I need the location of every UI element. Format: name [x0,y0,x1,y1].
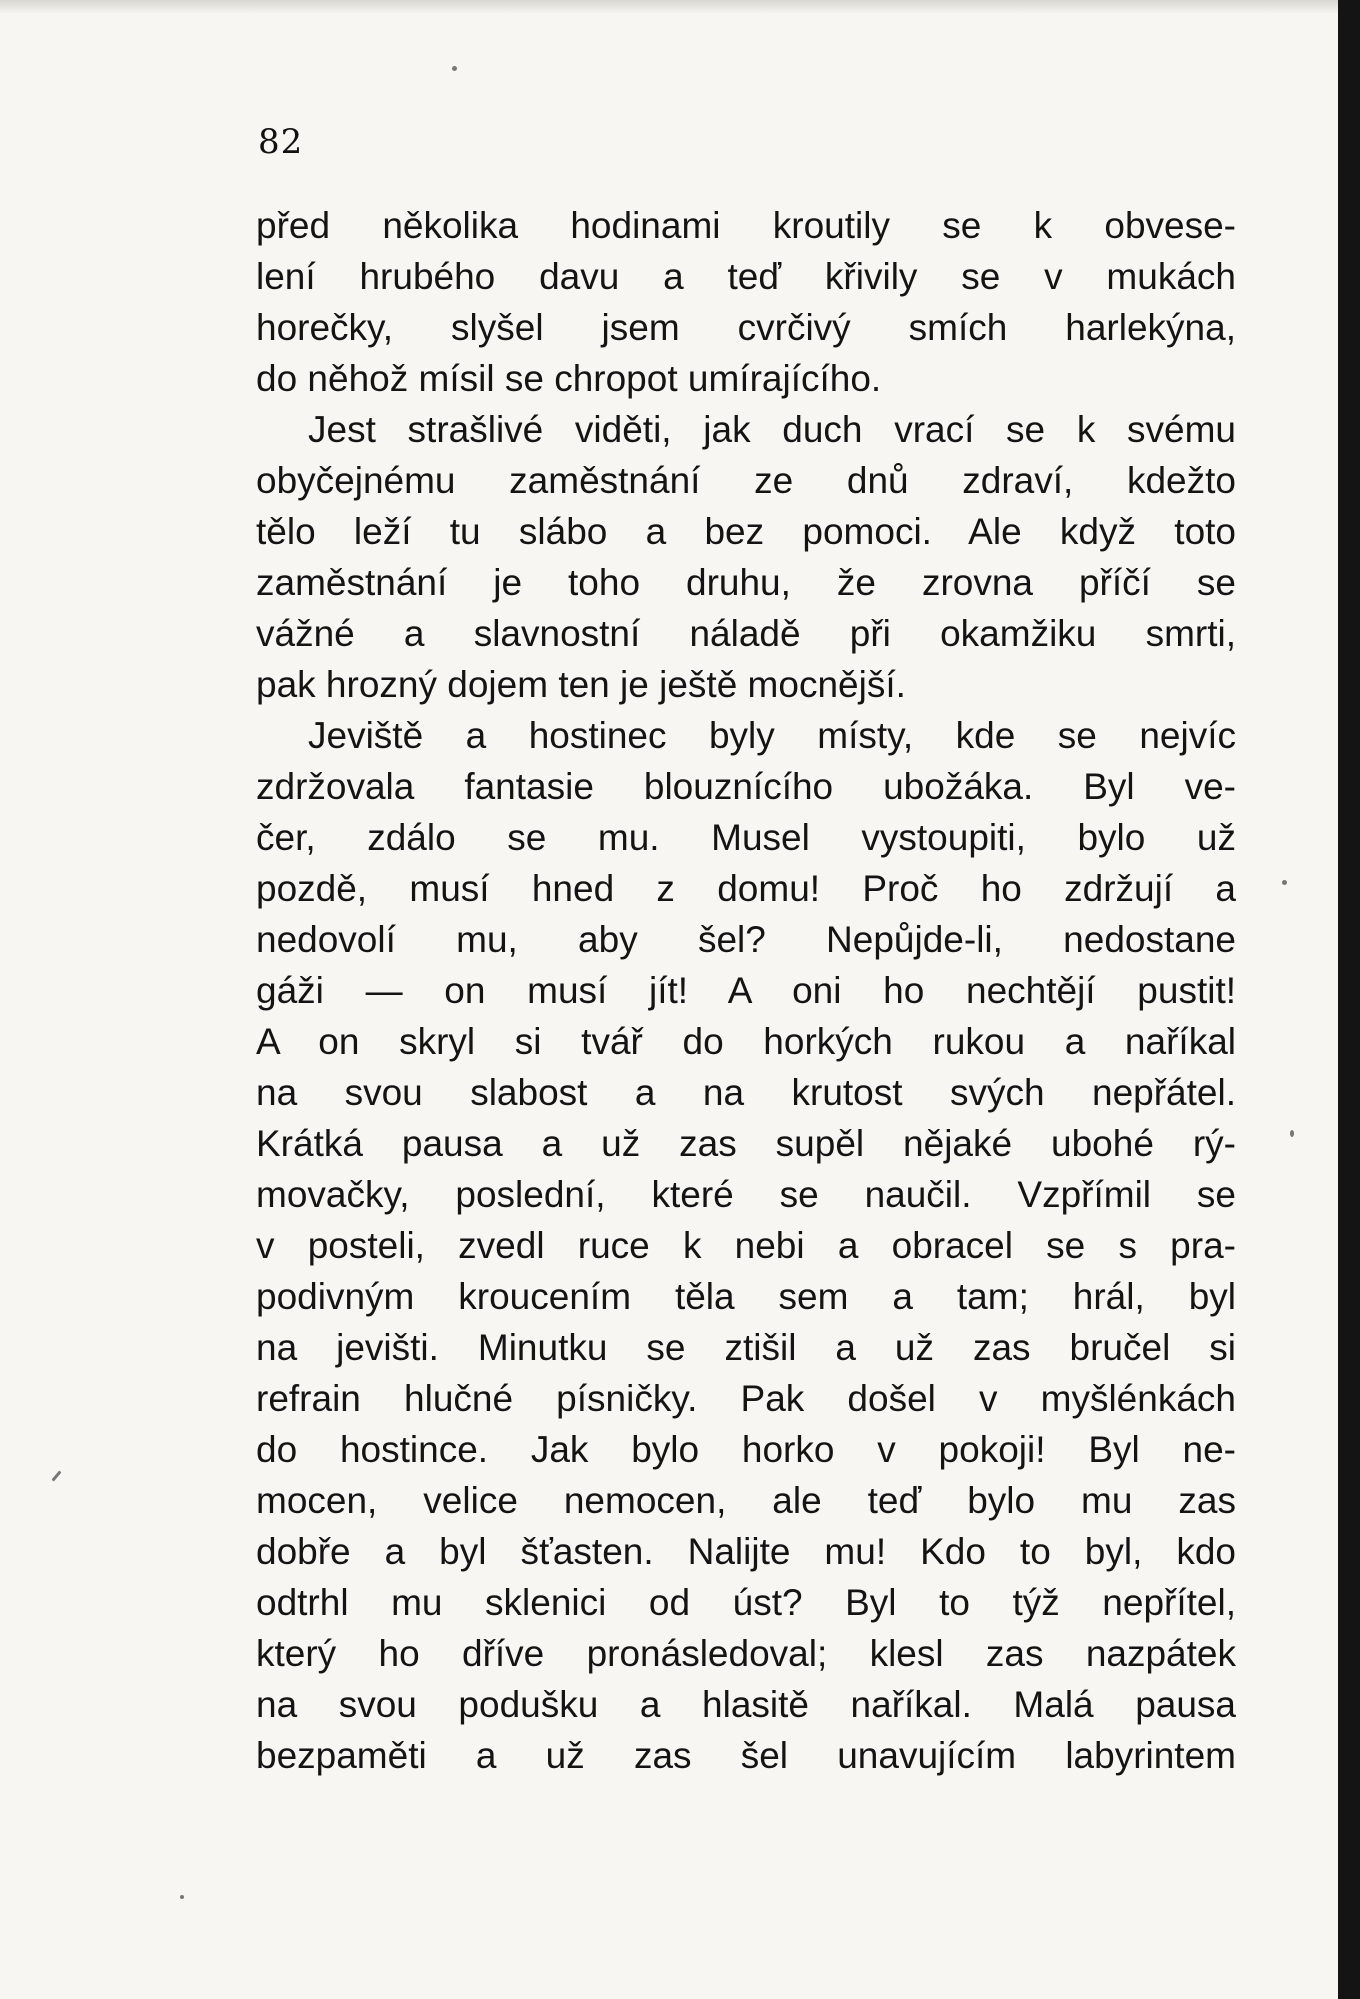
text-line: nedovolí mu, aby šel? Nepůjde-li, nedostane [256,919,1236,960]
text-line: podivným kroucením těla sem a tam; hrál, byl [256,1276,1236,1317]
text-line: dobře a byl šťasten. Nalijte mu! Kdo to byl, kdo [256,1531,1236,1572]
page-edge-shadow [1338,0,1360,1999]
text-line: bezpaměti a už zas šel unavujícím labyrintem [256,1735,1236,1776]
text-line: odtrhl mu sklenici od úst? Byl to týž nepřítel, [256,1582,1236,1623]
dust-speck [51,1470,61,1481]
text-line: čer, zdálo se mu. Musel vystoupiti, bylo už [256,817,1236,858]
text-line: refrain hlučné písničky. Pak došel v myšlénkách [256,1378,1236,1419]
text-line: pozdě, musí hned z domu! Proč ho zdržují a [256,868,1236,909]
text-line: do něhož mísil se chropot umírajícího. [256,358,882,399]
text-line: mocen, velice nemocen, ale teď bylo mu zas [256,1480,1236,1521]
dust-speck [1282,880,1287,885]
text-line: vážné a slavnostní náladě při okamžiku smrti, [256,613,1236,654]
text-line: horečky, slyšel jsem cvrčivý smích harlekýna, [256,307,1236,348]
text-line: Krátká pausa a už zas supěl nějaké ubohé rý- [256,1123,1236,1164]
dust-speck [452,66,457,71]
text-line: zdržovala fantasie blouznícího ubožáka. Byl ve- [256,766,1236,807]
text-line: do hostince. Jak bylo horko v pokoji! Byl ne- [256,1429,1236,1470]
dust-speck [1290,1130,1294,1137]
page-top-shadow [0,0,1338,14]
text-line: na svou podušku a hlasitě naříkal. Malá pausa [256,1684,1236,1725]
text-line: pak hrozný dojem ten je ještě mocnější. [256,664,906,705]
text-line: obyčejnému zaměstnání ze dnů zdraví, kdežto [256,460,1236,501]
text-line: Jest strašlivé viděti, jak duch vrací se k svému [308,409,1236,450]
body-text [256,200,1236,1781]
text-line: movačky, poslední, které se naučil. Vzpřímil se [256,1174,1236,1215]
text-line: v posteli, zvedl ruce k nebi a obracel se s pra- [256,1225,1236,1266]
text-line: A on skryl si tvář do horkých rukou a naříkal [256,1021,1236,1062]
text-line: lení hrubého davu a teď křivily se v mukách [256,256,1236,297]
text-line: na jevišti. Minutku se ztišil a už zas bručel si [256,1327,1236,1368]
text-line: Jeviště a hostinec byly místy, kde se nejvíc [308,715,1236,756]
text-line: tělo leží tu slábo a bez pomoci. Ale když toto [256,511,1236,552]
dust-speck [180,1895,184,1899]
text-line: na svou slabost a na krutost svých nepřátel. [256,1072,1236,1113]
text-line: gáži — on musí jít! A oni ho nechtějí pustit! [256,970,1236,1011]
page-number: 82 [258,122,304,162]
text-line: zaměstnání je toho druhu, že zrovna příčí se [256,562,1236,603]
text-line: před několika hodinami kroutily se k obvese- [256,205,1236,246]
text-line: který ho dříve pronásledoval; klesl zas nazpátek [256,1633,1236,1674]
